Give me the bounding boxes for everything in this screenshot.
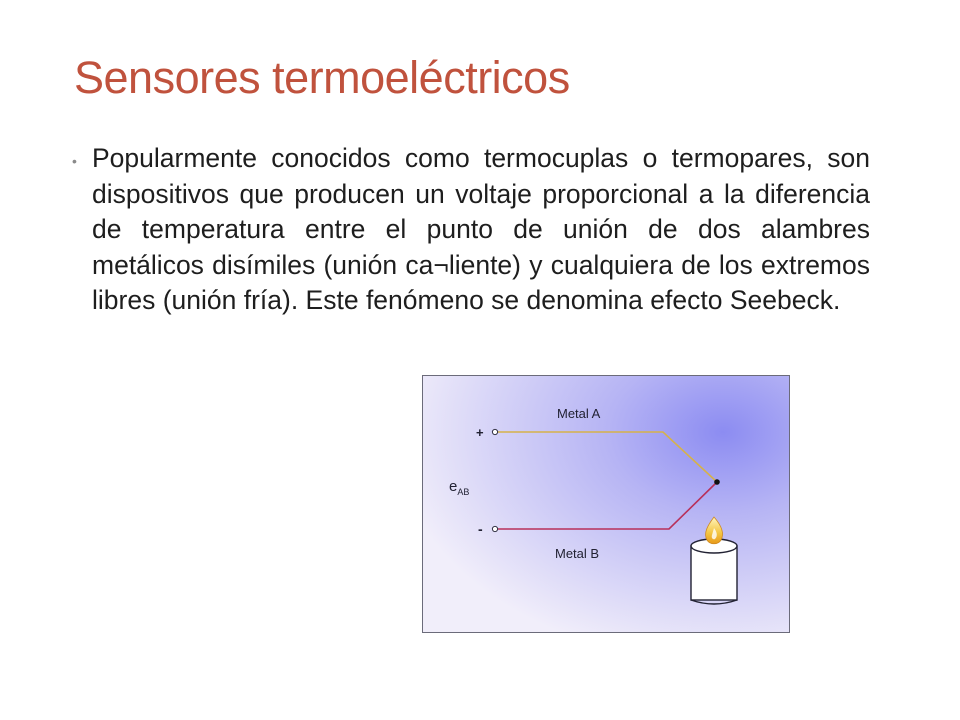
hot-junction xyxy=(714,479,720,485)
minus-sign: - xyxy=(478,521,483,537)
slide-title: Sensores termoeléctricos xyxy=(74,52,570,103)
body-paragraph: Popularmente conocidos como termocuplas o termopares, son dispositivos que producen un voltaje proporcional a la diferencia de temperatura entre el punto de unión de dos alambres metálicos disímiles (unión ca¬liente) y cualquiera de los extremos libres (unión fría). Este fenómeno se denomina efecto Seebeck. xyxy=(92,143,870,315)
thermocouple-diagram xyxy=(422,375,790,633)
negative-terminal xyxy=(492,526,497,531)
metal-b-label: Metal B xyxy=(555,546,600,561)
positive-terminal xyxy=(492,429,497,434)
plus-sign: + xyxy=(476,425,484,440)
emf-symbol: e xyxy=(449,478,458,495)
metal-a-label: Metal A xyxy=(557,406,601,421)
emf-subscript: AB xyxy=(457,487,470,497)
bullet-icon: • xyxy=(72,153,77,169)
